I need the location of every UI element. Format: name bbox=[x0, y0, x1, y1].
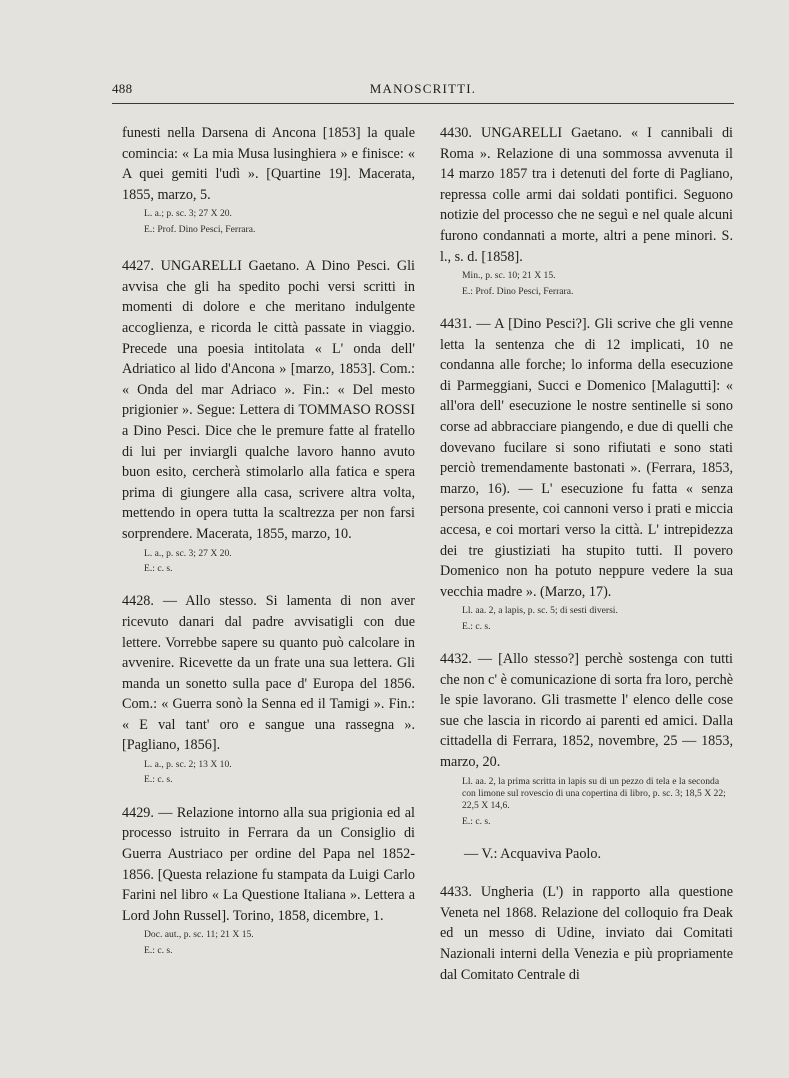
entry-note: Doc. aut., p. sc. 11; 21 X 15. bbox=[144, 929, 254, 941]
catalog-entry-4432 bbox=[440, 649, 733, 828]
right-column bbox=[440, 123, 733, 1001]
entry-note: L. a., p. sc. 2; 13 X 10. bbox=[144, 759, 232, 771]
entry-text: funesti nella Darsena di Ancona [1853] la quale comincia: « La mia Musa lusinghiera » e finisce: « A quei gemiti l'udì ». [Quartine 19]. Macerata, 1855, marzo, 5. bbox=[122, 125, 415, 203]
catalog-entry-4427 bbox=[122, 256, 415, 575]
catalog-entry-4430 bbox=[440, 123, 733, 298]
catalog-entry-4428 bbox=[122, 591, 415, 787]
left-column bbox=[122, 123, 415, 973]
entry-note: E.: c. s. bbox=[144, 562, 173, 574]
page-number: 488 bbox=[112, 81, 133, 96]
catalog-entry-4433 bbox=[440, 882, 733, 985]
entry-text: 4431. — A [Dino Pesci?]. Gli scrive che gli venne letta la sentenza che di 12 implicati, 10 ne condanna alle forche; lo informa della esecuzione di Parmeggiani, Succi e Domenico [Malagutti]: « all'ora dell' esecuzione le nostre sentinelle si sono corse ad abbracciare piangendo, e due di quelli che dovevano fucilare si sono rifiutati e sono stati perciò tremendamente bastonati ». (Ferrara, 1853, marzo, 16). — L' esecuzione fu fatta « senza persona presente, coi cannoni verso i prati e miccia accesa, e coi mortari verso la città. L' intrepidezza dei tre giustiziati ha stupito tutti. Il povero Domenico non ha potuto neppure vedere la sua vecchia madre ». (Marzo, 17). bbox=[440, 315, 733, 600]
entry-text: 4430. UNGARELLI Gaetano. « I cannibali di Roma ». Relazione di una sommossa avvenuta il 14 marzo 1857 tra i detenuti del forte di Pagliano, repressa colle armi dai soldati pontifici. Seguono notizie del processo che ne seguì e nel quale alcuni furono condannati a morte, altri a pene minori. S. l., s. d. [1858]. bbox=[440, 125, 733, 265]
entry-text: 4429. — Relazione intorno alla sua prigionia ed al processo istruito in Ferrara da un Consiglio di Guerra Austriaco per ordine del Papa nel 1852-1856. [Questa relazione fu stampata da Luigi Carlo Farini nel libro « La Questione Italiana ». Lettera a Lord John Russel]. Torino, 1858, dicembre, 1. bbox=[122, 804, 415, 924]
see-also-reference: — V.: Acquaviva Paolo. bbox=[464, 846, 602, 863]
entry-text: 4427. UNGARELLI Gaetano. A Dino Pesci. Gli avvisa che gli ha spedito pochi versi scritti in momenti di dolore e che meritano indulgente accoglienza, e ricorda le città passate in viaggio. Precede una poesia intitolata « L' onda dell' Adriatico al lido d'Ancona » [marzo, 1853]. Com.: « Onda del mar Adriaco ». Fin.: « Del mesto prigionier ». Segue: Lettera di TOMMASO ROSSI a Dino Pesci. Dice che le premure fatte al fratello di lui per inviargli qualche lavoro hanno avuto buon esito, cercherà stimolarlo alla fatica e spera prima di giungere alla casa, scrivere altra volta, mettendo in opera tutta la scaltrezza per non farsi sorprendere. Macerata, 1855, marzo, 10. bbox=[122, 258, 415, 542]
running-title: MANOSCRITTI. bbox=[369, 81, 477, 96]
catalog-entry-4431 bbox=[440, 314, 733, 633]
entry-note: E.: c. s. bbox=[144, 944, 173, 956]
entry-text: 4433. Ungheria (L') in rapporto alla questione Veneta nel 1868. Relazione del colloquio fra Deak ed un messo di Udine, inviato dai Comitati Nazionali interni della Venezia e più propriamente dal Comitato Centrale di bbox=[440, 884, 733, 983]
page-header bbox=[112, 81, 734, 103]
entry-continuation bbox=[122, 123, 415, 236]
entry-note: Ll. aa. 2, la prima scritta in lapis su di un pezzo di tela e la seconda con limone sul rovescio di una copertina di libro, p. sc. 3; 18,5 X 22; 22,5 X 14,6. bbox=[462, 775, 726, 812]
entry-note: E.: c. s. bbox=[462, 620, 491, 632]
header-rule bbox=[112, 103, 734, 104]
entry-note: E.: Prof. Dino Pesci, Ferrara. bbox=[462, 285, 574, 297]
entry-note: E.: c. s. bbox=[144, 774, 173, 786]
entry-note: Ll. aa. 2, a lapis, p. sc. 5; di sesti diversi. bbox=[462, 605, 618, 617]
entry-note: L. a., p. sc. 3; 27 X 20. bbox=[144, 547, 232, 559]
entry-note: Min., p. sc. 10; 21 X 15. bbox=[462, 270, 556, 282]
catalog-entry-4429 bbox=[122, 803, 415, 957]
entry-text: 4432. — [Allo stesso?] perchè sostenga con tutti che non c' è comunicazione di sorta fra loro, perchè le spie lavorano. Gli trasmette l' elenco delle cose sue che lascia in ricordo ai parenti ed amici. Dalla cittadella di Ferrara, 1852, novembre, 25 — 1853, marzo, 20. bbox=[440, 651, 733, 771]
entry-note: E.: Prof. Dino Pesci, Ferrara. bbox=[144, 223, 256, 235]
entry-note: E.: c. s. bbox=[462, 815, 491, 827]
entry-text: 4428. — Allo stesso. Si lamenta di non aver ricevuto danari dal padre avvisatigli con due lettere. Vorrebbe sapere su quanto può calcolare in avvenire. Ricevette da un frate una sua lettera. Gli manda un sonetto sulla pace d' Europa del 1856. Com.: « Guerra sonò la Senna ed il Tamigi ». Fin.: « E val tant' oro e sangue una rassegna ». [Pagliano, 1856]. bbox=[122, 593, 415, 754]
entry-note: L. a.; p. sc. 3; 27 X 20. bbox=[144, 208, 232, 220]
